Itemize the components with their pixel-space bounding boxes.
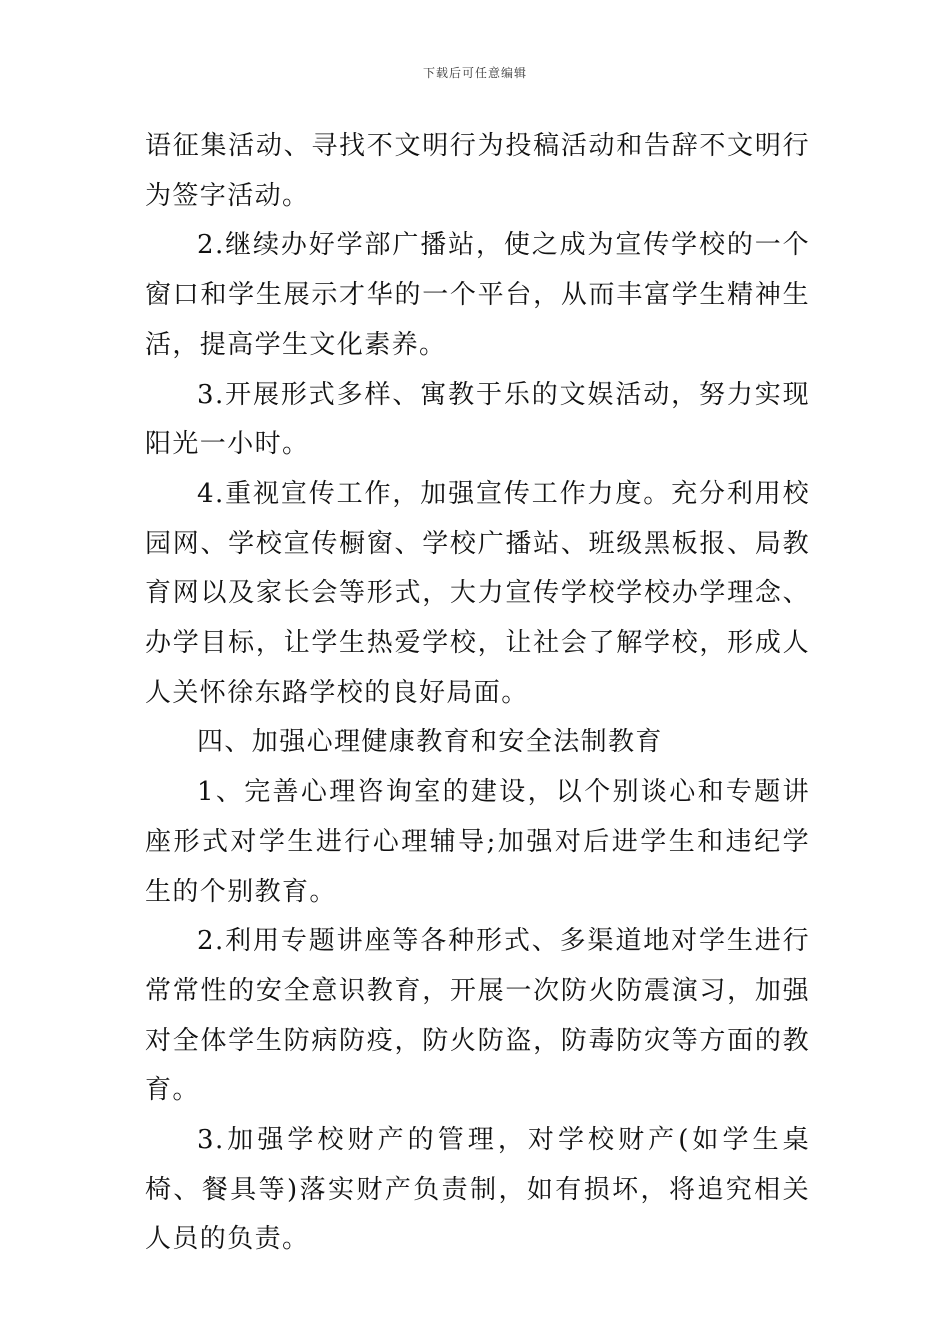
paragraph-item-2: 2.继续办好学部广播站，使之成为宣传学校的一个窗口和学生展示才华的一个平台，从而丰富学生精神生活，提高学生文化素养。	[145, 230, 810, 360]
paragraph-item-1: 1、完善心理咨询室的建设，以个别谈心和专题讲座形式对学生进行心理辅导;加强对后进学生和违纪学生的个别教育。	[145, 777, 810, 907]
document-body	[145, 122, 810, 1265]
page-header-note: 下载后可任意编辑	[422, 66, 527, 80]
paragraph-item-3: 3.开展形式多样、寓教于乐的文娱活动，努力实现阳光一小时。	[145, 379, 810, 460]
section-heading: 四、加强心理健康教育和安全法制教育	[197, 727, 663, 758]
paragraph-item-4: 4.重视宣传工作，加强宣传工作力度。充分利用校园网、学校宣传橱窗、学校广播站、班级黑板报、局教育网以及家长会等形式，大力宣传学校学校办学理念、办学目标，让学生热爱学校，让社会了解学校，形成人人关怀徐东路学校的良好局面。	[145, 478, 810, 708]
paragraph-item-3b: 3.加强学校财产的管理，对学校财产(如学生桌椅、餐具等)落实财产负责制，如有损坏，将追究相关人员的负责。	[145, 1125, 810, 1255]
paragraph-item-2b: 2.利用专题讲座等各种形式、多渠道地对学生进行常常性的安全意识教育，开展一次防火防震演习，加强对全体学生防病防疫，防火防盗，防毒防灾等方面的教育。	[145, 926, 810, 1106]
paragraph-continued: 语征集活动、寻找不文明行为投稿活动和告辞不文明行为签字活动。	[145, 131, 810, 211]
